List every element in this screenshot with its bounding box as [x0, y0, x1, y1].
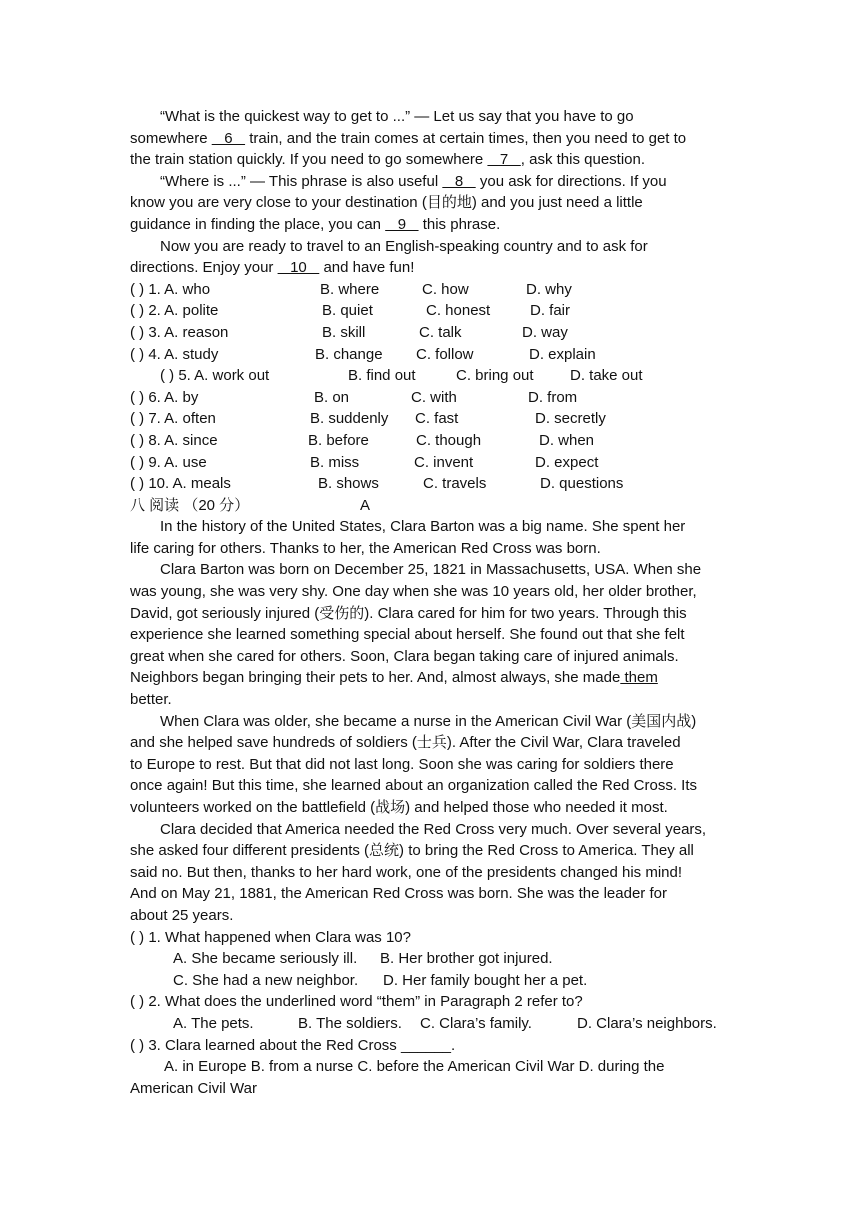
blank-7: 7 — [487, 151, 521, 169]
text: life caring for others. Thanks to her, the American Red Cross was born. — [130, 539, 601, 557]
option-c: C. Clara’s family. — [420, 1014, 532, 1032]
blank-9: 9 — [385, 215, 419, 233]
passage2-line — [130, 840, 730, 862]
option-d: D. fair — [530, 302, 571, 320]
reading-options — [130, 1056, 730, 1078]
passage2-line — [130, 538, 730, 560]
text: volunteers worked on the battlefield (战场) and helped those who needed it most. — [130, 799, 668, 816]
text: , ask this question. — [520, 151, 646, 169]
text: David, got seriously injured (受伤的). Clara cared for him for two years. Through this — [130, 604, 687, 622]
exam-page — [130, 106, 730, 1099]
option-d: D. when — [539, 431, 595, 449]
text: directions. Enjoy your — [130, 259, 278, 277]
question-stem: ( ) 1. What happened when Clara was 10? — [130, 928, 411, 946]
passage1-line — [130, 214, 730, 236]
text: When Clara was older, she became a nurse in the American Civil War (美国内战) — [160, 712, 697, 730]
option-b: B. before — [308, 431, 369, 449]
option-b: B. change — [315, 345, 383, 363]
blank-8: 8 — [442, 172, 476, 190]
underlined-word-them: them — [620, 669, 658, 687]
cloze-question — [130, 322, 730, 344]
option-c: C. bring out — [456, 367, 534, 385]
cloze-question — [130, 473, 730, 495]
option-d: D. way — [522, 323, 568, 341]
option-d: D. Clara’s neighbors. — [577, 1014, 717, 1032]
option-c: C. honest — [426, 302, 491, 320]
passage2-line — [130, 905, 730, 927]
text: you ask for directions. If you — [475, 172, 667, 190]
text: once again! But this time, she learned about an organization called the Red Cross. Its — [130, 777, 698, 795]
passage2-line — [130, 624, 730, 646]
reading-options — [130, 1078, 730, 1100]
passage-label: A — [360, 496, 371, 514]
cloze-question — [130, 344, 730, 366]
passage2-line — [130, 516, 730, 538]
option-b: B. miss — [310, 453, 360, 471]
text: Neighbors began bringing their pets to her. And, almost always, she made — [130, 669, 621, 687]
option-c: C. how — [422, 280, 469, 298]
passage2-line — [130, 775, 730, 797]
question-stem: ( ) 7. A. often — [130, 410, 216, 428]
question-stem: ( ) 3. A. reason — [130, 323, 229, 341]
passage2-line — [130, 646, 730, 668]
section-heading — [130, 495, 730, 517]
option-b: B. on — [314, 388, 350, 406]
cloze-question — [130, 365, 730, 387]
passage2-line — [130, 732, 730, 754]
passage2-line — [130, 819, 730, 841]
question-stem: ( ) 10. A. meals — [130, 475, 231, 493]
option-b: B. skill — [322, 323, 366, 341]
option-d: D. take out — [570, 367, 643, 385]
option-d: D. explain — [529, 345, 596, 363]
option-d: D. why — [526, 280, 572, 298]
text: “Where is ...” — This phrase is also useful — [160, 172, 443, 190]
passage1-line — [130, 236, 730, 258]
option-a: A. She became seriously ill. — [173, 950, 358, 968]
option-b: B. The soldiers. — [298, 1014, 402, 1032]
option-d: D. from — [528, 388, 578, 406]
cloze-question — [130, 300, 730, 322]
option-b: B. shows — [318, 475, 379, 493]
reading-options — [130, 970, 730, 992]
reading-question — [130, 1035, 730, 1057]
passage2-line — [130, 689, 730, 711]
passage2-line — [130, 883, 730, 905]
text: was young, she was very shy. One day when she was 10 years old, her older brother, — [130, 583, 697, 601]
passage1-line — [130, 192, 730, 214]
option-b: B. find out — [348, 367, 416, 385]
option-d: D. questions — [540, 475, 624, 493]
passage2-line — [130, 797, 730, 819]
text: and she helped save hundreds of soldiers (士兵). After the Civil War, Clara traveled — [130, 734, 681, 752]
option-b: B. Her brother got injured. — [380, 950, 553, 968]
option-c: C. travels — [423, 475, 487, 493]
text: somewhere — [130, 129, 212, 147]
option-d: D. expect — [535, 453, 599, 471]
question-stem: ( ) 4. A. study — [130, 345, 219, 363]
question-stem: ( ) 1. A. who — [130, 280, 211, 298]
question-stem: ( ) 6. A. by — [130, 388, 199, 406]
option-d: D. Her family bought her a pet. — [383, 971, 588, 989]
option-b: B. where — [320, 280, 380, 298]
cloze-question — [130, 408, 730, 430]
passage2-line — [130, 862, 730, 884]
blank-6: 6 — [211, 129, 246, 147]
text: Clara Barton was born on December 25, 1821 in Massachusetts, USA. When she — [160, 561, 702, 579]
option-b: B. suddenly — [310, 410, 389, 428]
passage1-line — [130, 171, 730, 193]
reading-question — [130, 927, 730, 949]
question-stem: ( ) 2. What does the underlined word “them” in Paragraph 2 refer to? — [130, 993, 583, 1011]
text: to Europe to rest. But that did not last long. Soon she was caring for soldiers there — [130, 755, 674, 773]
question-stem: ( ) 9. A. use — [130, 453, 207, 471]
text: guidance in finding the place, you can — [130, 215, 386, 233]
section-title: 八 阅读 （20 分） — [130, 496, 250, 514]
option-c: C. talk — [419, 323, 462, 341]
reading-question — [130, 991, 730, 1013]
option-c: C. She had a new neighbor. — [173, 971, 359, 989]
passage2-line — [130, 559, 730, 581]
reading-options — [130, 948, 730, 970]
option-c: C. invent — [414, 453, 474, 471]
text: great when she cared for others. Soon, Clara began taking care of injured animals. — [130, 647, 679, 665]
passage2-line — [130, 667, 730, 689]
options-text: American Civil War — [130, 1079, 257, 1097]
cloze-question — [130, 279, 730, 301]
option-c: C. fast — [415, 410, 459, 428]
text: And on May 21, 1881, the American Red Cross was born. She was the leader for — [130, 885, 667, 903]
passage2-line — [130, 581, 730, 603]
passage1-line — [130, 257, 730, 279]
question-stem: ( ) 5. A. work out — [160, 367, 270, 385]
question-stem: ( ) 3. Clara learned about the Red Cross ______. — [130, 1036, 456, 1054]
option-c: C. with — [411, 388, 457, 406]
text: better. — [130, 691, 172, 709]
options-text: A. in Europe B. from a nurse C. before the American Civil War D. during the — [164, 1058, 665, 1076]
text: know you are very close to your destination (目的地) and you just need a little — [130, 194, 643, 212]
passage2-line — [130, 711, 730, 733]
option-d: D. secretly — [535, 410, 606, 428]
blank-10: 10 — [277, 259, 320, 277]
option-c: C. though — [416, 431, 482, 449]
text: In the history of the United States, Clara Barton was a big name. She spent her — [160, 518, 686, 536]
cloze-question — [130, 452, 730, 474]
text: train, and the train comes at certain times, then you need to get to — [245, 129, 687, 147]
passage2-line — [130, 603, 730, 625]
passage1-line — [130, 106, 730, 128]
text: and have fun! — [319, 259, 415, 277]
text: this phrase. — [418, 215, 501, 233]
reading-options — [130, 1013, 730, 1035]
text: Clara decided that America needed the Red Cross very much. Over several years, — [160, 820, 707, 838]
option-b: B. quiet — [322, 302, 373, 320]
text: the train station quickly. If you need to go somewhere — [130, 151, 488, 169]
passage2-line — [130, 754, 730, 776]
question-stem: ( ) 2. A. polite — [130, 302, 219, 320]
cloze-question — [130, 387, 730, 409]
option-a: A. The pets. — [173, 1014, 254, 1032]
text: about 25 years. — [130, 906, 234, 924]
text: said no. But then, thanks to her hard work, one of the presidents changed his mind! — [130, 863, 683, 881]
text: “What is the quickest way to get to ...” — Let us say that you have to go — [160, 108, 634, 125]
cloze-question — [130, 430, 730, 452]
passage1-line — [130, 149, 730, 171]
option-c: C. follow — [416, 345, 474, 363]
text: Now you are ready to travel to an English-speaking country and to ask for — [160, 237, 648, 255]
passage1-line — [130, 128, 730, 150]
question-stem: ( ) 8. A. since — [130, 431, 218, 449]
text: she asked four different presidents (总统) to bring the Red Cross to America. They all — [130, 842, 694, 860]
text: experience she learned something special about herself. She found out that she felt — [130, 626, 685, 644]
